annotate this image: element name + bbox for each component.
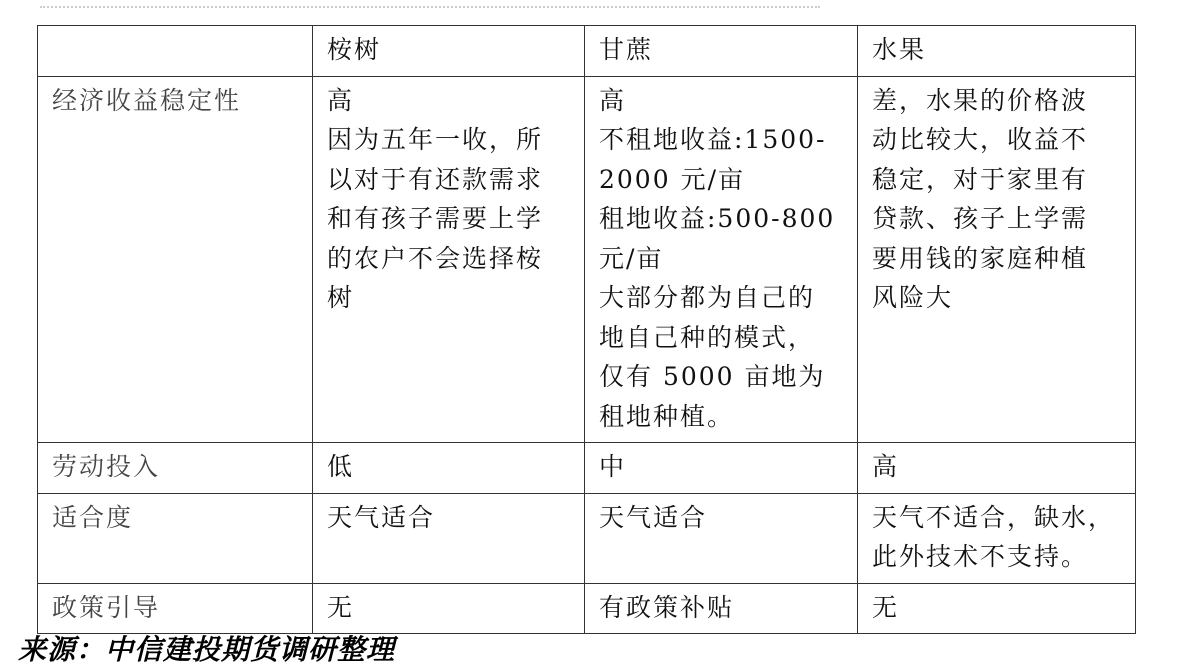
table-cell: [858, 76, 1136, 443]
cell-text-line: 大部分都为自己的: [599, 283, 816, 312]
table-cell: [585, 443, 858, 494]
table-cell: [585, 76, 858, 443]
cell-text-line: 高: [327, 85, 355, 115]
table-cell: [313, 583, 585, 634]
cell-text-line: 天气适合: [599, 502, 708, 532]
cell-text-line: 贷款、孩子上学需: [872, 204, 1089, 233]
cell-text-line: 天气适合: [327, 502, 436, 532]
source-note: 来源：中信建投期货调研整理: [18, 633, 396, 666]
cell-text-line: 天气不适合，缺水，: [872, 502, 1116, 532]
cell-text-line: 有政策补贴: [599, 592, 735, 622]
table-cell: [313, 76, 585, 443]
cell-text-line: 稳定，对于家里有: [872, 164, 1089, 194]
cell-text-line: 不租地收益:1500-: [599, 125, 827, 154]
cell-text-line: 此外技术不支持。: [872, 542, 1089, 571]
cell-text-line: 租地种植。: [599, 401, 735, 431]
table-row: [38, 493, 1136, 583]
cell-text-line: 动比较大，收益不: [872, 125, 1089, 154]
cell-text-line: 以对于有还款需求: [327, 164, 544, 194]
table-cell: [313, 443, 585, 494]
table-row: [38, 583, 1136, 634]
cell-text-line: 租地收益:500-800: [599, 204, 836, 233]
cropped-previous-text: [40, 6, 820, 22]
header-corner-cell: [38, 26, 313, 77]
cell-text-line: 要用钱的家庭种植: [872, 243, 1089, 273]
cell-text-line: 元/亩: [599, 243, 664, 273]
cell-text-line: 中: [599, 452, 627, 481]
cell-text-line: 和有孩子需要上学: [327, 204, 544, 233]
cell-text-line: 的农户不会选择桉: [327, 243, 544, 273]
cell-text-line: 树: [327, 283, 355, 312]
table-cell: [585, 493, 858, 583]
cell-text-line: 高: [872, 452, 900, 481]
column-header: 桉树: [313, 26, 585, 77]
row-label: 政策引导: [38, 583, 313, 634]
column-header: 甘蔗: [585, 26, 858, 77]
cell-text-line: 无: [872, 592, 900, 622]
table-cell: [858, 443, 1136, 494]
table-cell: [313, 493, 585, 583]
cell-text-line: 低: [327, 452, 355, 481]
table-cell: [585, 583, 858, 634]
comparison-table: [37, 25, 1136, 634]
table-body: [38, 26, 1136, 634]
cell-text-line: 差，水果的价格波: [872, 85, 1089, 115]
cell-text-line: 仅有 5000 亩地为: [599, 362, 826, 391]
column-header: 水果: [858, 26, 1136, 77]
cell-text-line: 因为五年一收，所: [327, 125, 544, 154]
table-cell: [858, 583, 1136, 634]
row-label: 劳动投入: [38, 443, 313, 494]
table-row: [38, 443, 1136, 494]
cell-text-line: 地自己种的模式，: [599, 322, 816, 352]
header-row: [38, 26, 1136, 77]
table-row: [38, 76, 1136, 443]
cell-text-line: 无: [327, 592, 355, 622]
table-cell: [858, 493, 1136, 583]
cell-text-line: 2000 元/亩: [599, 164, 745, 194]
cell-text-line: 风险大: [872, 283, 954, 312]
cell-text-line: 高: [599, 85, 627, 115]
row-label: 经济收益稳定性: [38, 76, 313, 443]
row-label: 适合度: [38, 493, 313, 583]
